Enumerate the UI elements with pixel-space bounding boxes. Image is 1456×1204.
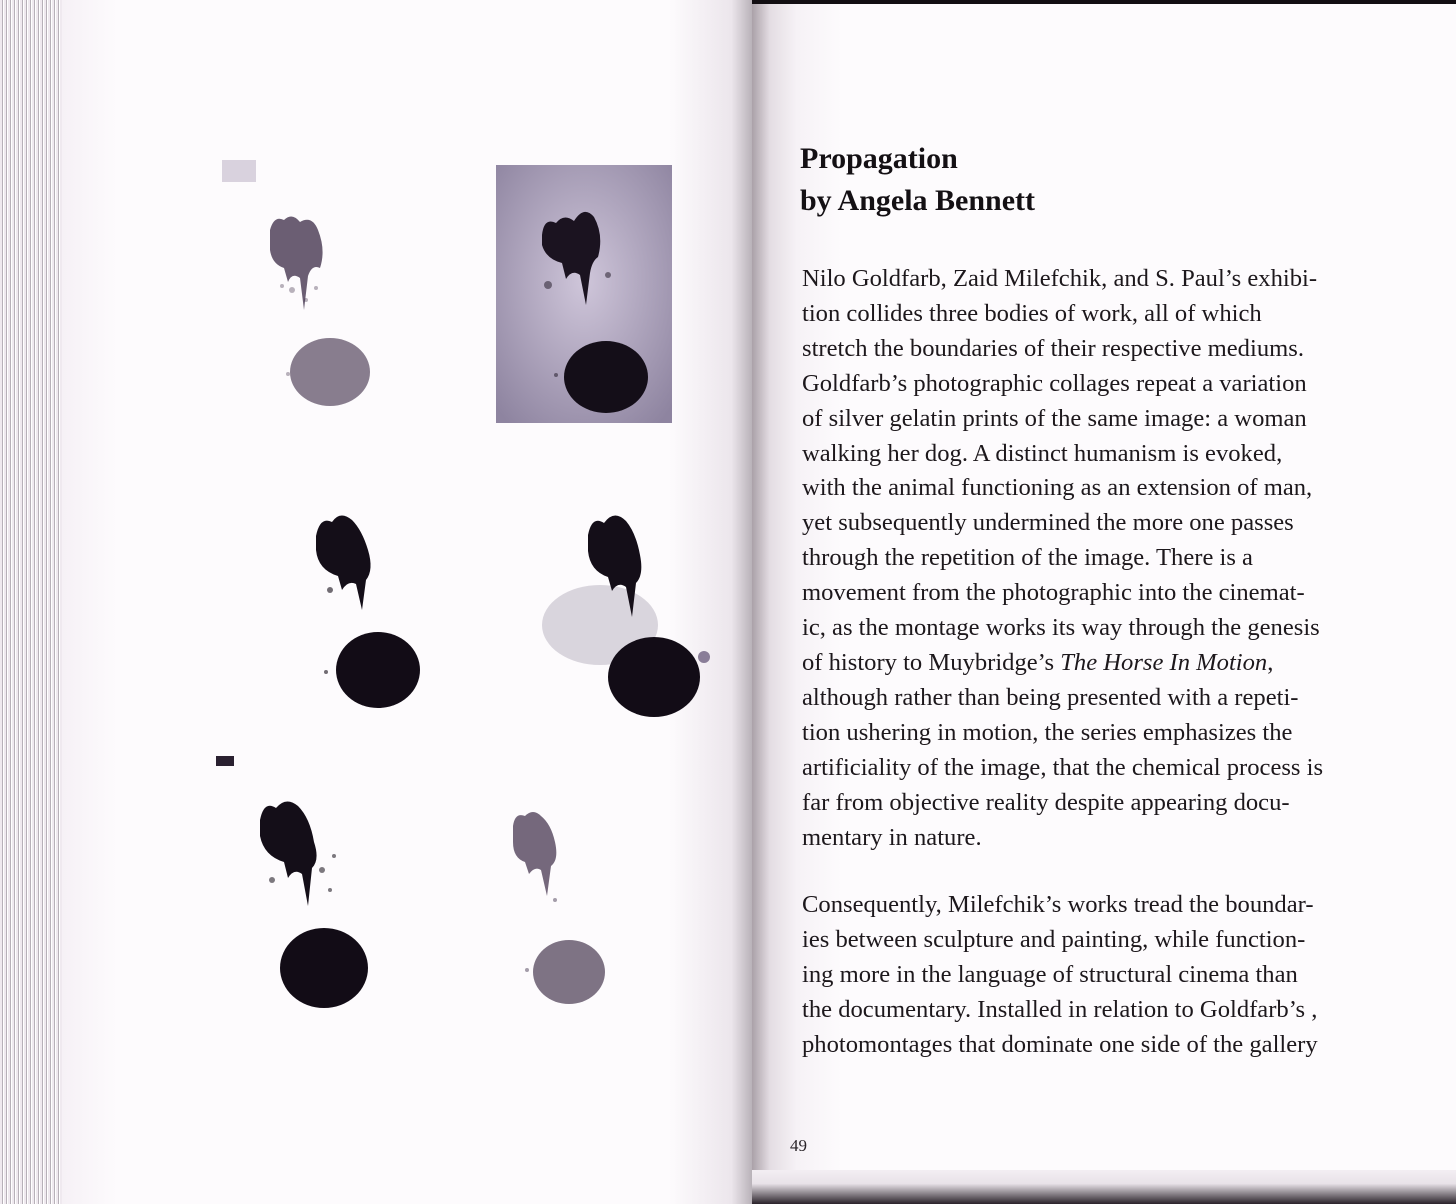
work-title-italic: The Horse In Motion bbox=[1060, 648, 1268, 676]
text-line: mentary in nature. bbox=[802, 823, 982, 851]
text-line: with the animal functioning as an extension of man, bbox=[802, 474, 1313, 502]
text-line: Goldfarb’s photographic collages repeat a variation bbox=[802, 369, 1307, 397]
photo-plate-4 bbox=[540, 505, 720, 725]
text-line: far from objective reality despite appearing docu- bbox=[802, 788, 1290, 816]
text-segment: , bbox=[1267, 648, 1274, 676]
photo-plate-1 bbox=[222, 160, 392, 420]
text-line: although rather than being presented with a repeti- bbox=[802, 683, 1299, 711]
text-line: photomontages that dominate one side of the gallery bbox=[802, 1030, 1318, 1058]
text-segment: of history to Muybridge’s bbox=[802, 648, 1061, 676]
photo-plate-2 bbox=[496, 165, 672, 423]
article-title bbox=[800, 138, 1360, 222]
paragraph-2 bbox=[802, 888, 1372, 1063]
text-line: artificiality of the image, that the chemical process is bbox=[802, 753, 1324, 781]
text-line: Nilo Goldfarb, Zaid Milefchik, and S. Paul’s exhibi- bbox=[802, 265, 1318, 292]
photo-plate-6 bbox=[505, 800, 635, 1020]
photo-plate-5 bbox=[212, 750, 382, 1020]
text-line: through the repetition of the image. There is a bbox=[802, 544, 1253, 572]
text-line: walking her dog. A distinct humanism is evoked, bbox=[802, 439, 1283, 467]
text-line: stretch the boundaries of their respective mediums. bbox=[802, 334, 1304, 362]
text-line: the documentary. Installed in relation to Goldfarb’s , bbox=[802, 995, 1318, 1023]
text-line: ies between sculpture and painting, while function- bbox=[802, 925, 1306, 953]
text-line: tion collides three bodies of work, all of which bbox=[802, 299, 1262, 327]
photo-plate-3 bbox=[300, 500, 430, 720]
text-line: movement from the photographic into the cinemat- bbox=[802, 579, 1305, 607]
text-line: Consequently, Milefchik’s works tread the boundar- bbox=[802, 891, 1314, 918]
title-line-2: by Angela Bennett bbox=[800, 184, 1036, 217]
book-bottom-edge bbox=[752, 1170, 1456, 1204]
text-line: tion ushering in motion, the series emphasizes the bbox=[802, 718, 1293, 746]
text-line: ing more in the language of structural cinema than bbox=[802, 960, 1298, 988]
paragraph-1 bbox=[802, 262, 1372, 855]
text-line: of silver gelatin prints of the same image: a woman bbox=[802, 404, 1307, 432]
text-line: ic, as the montage works its way through the genesis bbox=[802, 614, 1320, 642]
title-line-1: Propagation bbox=[800, 142, 958, 175]
page-number: 49 bbox=[790, 1136, 807, 1155]
text-line: yet subsequently undermined the more one passes bbox=[802, 509, 1294, 537]
text-line-with-title bbox=[802, 646, 1372, 681]
